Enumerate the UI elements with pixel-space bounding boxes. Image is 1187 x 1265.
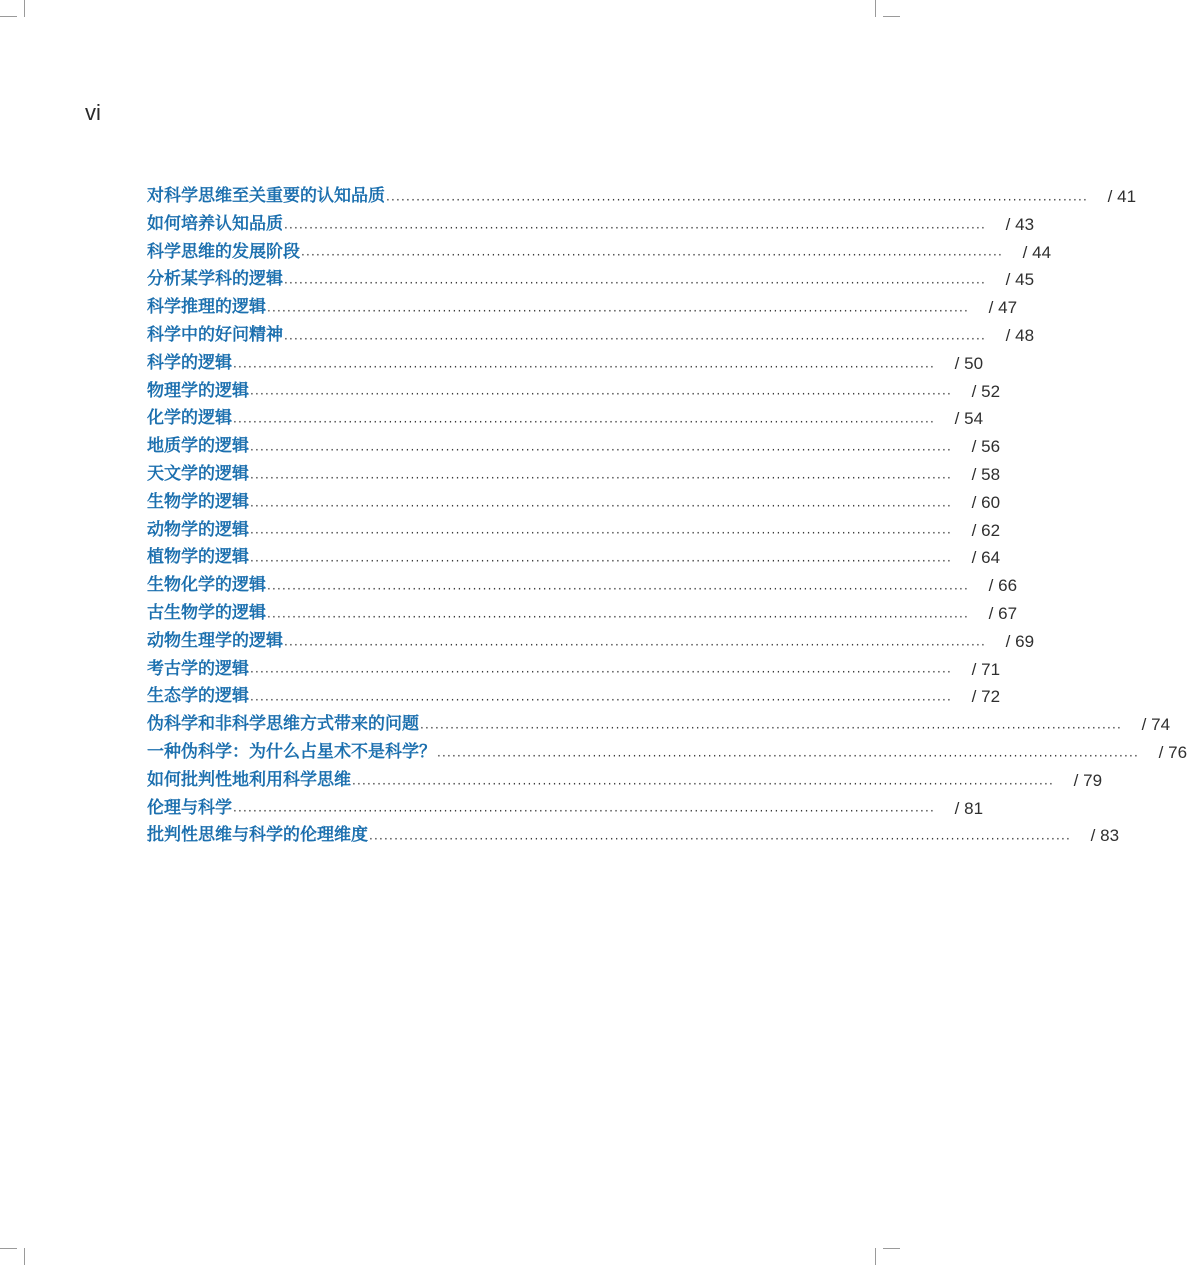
toc-entry-title[interactable]: 生态学的逻辑: [147, 686, 249, 707]
toc-entry-page: / 83: [1090, 826, 1120, 846]
table-of-contents: [147, 183, 1187, 850]
crop-mark-top-left-v: [24, 0, 25, 17]
toc-entry-title[interactable]: 如何批判性地利用科学思维: [147, 769, 351, 790]
toc-entry[interactable]: [147, 517, 1001, 545]
toc-entry[interactable]: [147, 211, 1035, 239]
dot-leader: ············································································································································: [267, 609, 970, 624]
crop-mark-bottom-right-v: [875, 1248, 876, 1265]
crop-mark-top-right-h: [883, 16, 900, 17]
toc-entry-title[interactable]: 伦理与科学: [147, 797, 232, 818]
dot-leader: ············································································································································: [250, 442, 953, 457]
toc-entry[interactable]: [147, 350, 984, 378]
toc-entry-page: / 52: [971, 381, 1001, 401]
crop-mark-top-right-v: [875, 0, 876, 17]
dot-leader: ············································································································································: [437, 748, 1140, 763]
toc-entry[interactable]: [147, 572, 1018, 600]
toc-entry[interactable]: [147, 628, 1035, 656]
toc-entry-title[interactable]: 伪科学和非科学思维方式带来的问题: [147, 714, 419, 735]
dot-leader: ············································································································································: [233, 415, 936, 430]
toc-entry[interactable]: [147, 711, 1171, 739]
toc-entry[interactable]: [147, 544, 1001, 572]
dot-leader: ············································································································································: [250, 387, 953, 402]
toc-entry-title[interactable]: 物理学的逻辑: [147, 380, 249, 401]
dot-leader: ············································································································································: [250, 693, 953, 708]
toc-entry[interactable]: [147, 461, 1001, 489]
toc-entry-title[interactable]: 考古学的逻辑: [147, 658, 249, 679]
dot-leader: ············································································································································: [267, 303, 970, 318]
toc-entry-title[interactable]: 地质学的逻辑: [147, 436, 249, 457]
toc-entry-page: / 47: [988, 298, 1018, 318]
toc-entry-page: / 56: [971, 437, 1001, 457]
toc-entry-page: / 45: [1005, 270, 1035, 290]
toc-entry-page: / 50: [954, 353, 984, 373]
toc-entry-page: / 66: [988, 576, 1018, 596]
toc-entry-page: / 60: [971, 492, 1001, 512]
dot-leader: ············································································································································: [250, 470, 953, 485]
toc-entry-title[interactable]: 动物学的逻辑: [147, 519, 249, 540]
dot-leader: ············································································································································: [250, 526, 953, 541]
toc-entry[interactable]: [147, 739, 1187, 767]
dot-leader: ············································································································································: [267, 581, 970, 596]
toc-entry-page: / 79: [1073, 770, 1103, 790]
toc-entry-title[interactable]: 古生物学的逻辑: [147, 602, 266, 623]
dot-leader: ············································································································································: [250, 554, 953, 569]
dot-leader: ············································································································································: [250, 498, 953, 513]
toc-entry-title[interactable]: 化学的逻辑: [147, 408, 232, 429]
toc-entry[interactable]: [147, 294, 1018, 322]
toc-entry-page: / 43: [1005, 214, 1035, 234]
toc-entry-title[interactable]: 分析某学科的逻辑: [147, 269, 283, 290]
toc-entry-page: / 74: [1141, 715, 1171, 735]
toc-entry-page: / 44: [1022, 242, 1052, 262]
toc-entry-title[interactable]: 如何培养认知品质: [147, 213, 283, 234]
toc-entry[interactable]: [147, 239, 1052, 267]
toc-entry-title[interactable]: 动物生理学的逻辑: [147, 630, 283, 651]
toc-entry-page: / 69: [1005, 631, 1035, 651]
crop-mark-bottom-left-v: [24, 1248, 25, 1265]
toc-entry-page: / 64: [971, 548, 1001, 568]
dot-leader: ············································································································································: [420, 720, 1123, 735]
dot-leader: ············································································································································: [352, 776, 1055, 791]
dot-leader: ············································································································································: [284, 331, 987, 346]
dot-leader: ············································································································································: [369, 832, 1072, 847]
toc-entry-page: / 41: [1107, 187, 1137, 206]
toc-entry-page: / 54: [954, 409, 984, 429]
toc-entry-page: / 72: [971, 687, 1001, 707]
crop-mark-top-left-h: [0, 16, 17, 17]
toc-entry[interactable]: [147, 405, 984, 433]
toc-entry-title[interactable]: 对科学思维至关重要的认知品质: [147, 186, 385, 206]
dot-leader: ············································································································································: [386, 192, 1089, 207]
crop-mark-bottom-left-h: [0, 1248, 17, 1249]
toc-entry-title[interactable]: 科学推理的逻辑: [147, 297, 266, 318]
toc-entry-title[interactable]: 科学的逻辑: [147, 352, 232, 373]
toc-entry-title[interactable]: 批判性思维与科学的伦理维度: [147, 825, 368, 846]
toc-entry[interactable]: [147, 656, 1001, 684]
toc-entry-page: / 71: [971, 659, 1001, 679]
dot-leader: ············································································································································: [250, 665, 953, 680]
toc-entry-title[interactable]: 生物化学的逻辑: [147, 575, 266, 596]
dot-leader: ············································································································································: [284, 276, 987, 291]
toc-entry-title[interactable]: 科学思维的发展阶段: [147, 241, 300, 262]
toc-entry[interactable]: [147, 489, 1001, 517]
dot-leader: ············································································································································: [233, 359, 936, 374]
crop-mark-bottom-right-h: [883, 1248, 900, 1249]
dot-leader: ············································································································································: [284, 220, 987, 235]
toc-entry-page: / 76: [1158, 742, 1187, 762]
toc-entry-title[interactable]: 科学中的好问精神: [147, 324, 283, 345]
toc-entry[interactable]: [147, 183, 1137, 211]
toc-entry[interactable]: [147, 822, 1120, 850]
toc-entry-title[interactable]: 天文学的逻辑: [147, 463, 249, 484]
toc-entry-page: / 81: [954, 798, 984, 818]
toc-entry-page: / 58: [971, 464, 1001, 484]
toc-entry-page: / 62: [971, 520, 1001, 540]
dot-leader: ············································································································································: [233, 804, 936, 819]
toc-entry[interactable]: [147, 767, 1103, 795]
toc-entry-title[interactable]: 生物学的逻辑: [147, 491, 249, 512]
toc-entry[interactable]: [147, 378, 1001, 406]
dot-leader: ············································································································································: [301, 248, 1004, 263]
toc-entry-page: / 67: [988, 603, 1018, 623]
toc-entry[interactable]: [147, 322, 1035, 350]
toc-entry-title[interactable]: 一种伪科学：为什么占星术不是科学？: [147, 741, 436, 762]
toc-entry-page: / 48: [1005, 325, 1035, 345]
toc-entry-title[interactable]: 植物学的逻辑: [147, 547, 249, 568]
dot-leader: ············································································································································: [284, 637, 987, 652]
toc-entry[interactable]: [147, 433, 1001, 461]
page-number: vi: [85, 100, 101, 125]
toc-entry[interactable]: [147, 600, 1018, 628]
toc-entry[interactable]: [147, 795, 984, 823]
toc-entry[interactable]: [147, 266, 1035, 294]
toc-entry[interactable]: [147, 683, 1001, 711]
